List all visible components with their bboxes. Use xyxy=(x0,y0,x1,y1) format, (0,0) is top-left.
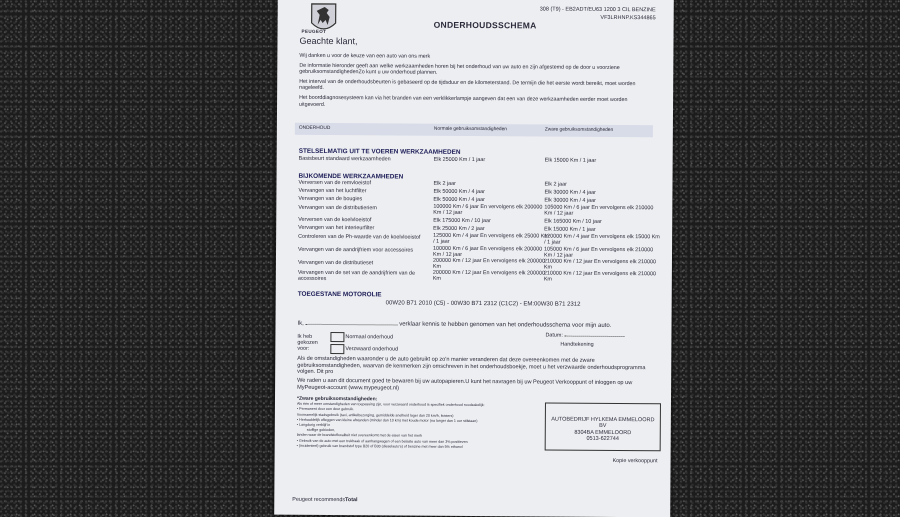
stamp-line: BV xyxy=(599,423,607,430)
name-field[interactable] xyxy=(306,324,398,326)
intro-text xyxy=(299,53,653,114)
task-cell: Vervangen van het interieurfilter xyxy=(298,224,375,232)
normal-cell: Elk 50000 Km / 4 jaar xyxy=(433,188,486,196)
footnote-heading: *Zware gebruiksomstandigheden: xyxy=(296,395,378,403)
footnote-line: • Gebruik van de auto met een trekhaak of aanhangwagen of een belaste auto van meer dan 3% positieven xyxy=(296,438,468,444)
task-cell: Verversen van de remvloeistof xyxy=(298,179,372,187)
stamp-line: 0513-622744 xyxy=(586,436,619,443)
task-cell: Vervangen van de aandrijfriem voor accessoires xyxy=(298,246,414,254)
header-maintenance: ONDERHOUD xyxy=(298,125,331,131)
declaration-text: verklaar kennis te hebben genomen van het onderhoudsschema voor mijn auto. xyxy=(399,321,612,329)
heavy-cell: Elk 165000 Km / 10 jaar xyxy=(544,218,602,225)
task-cell: Vervangen van de distributieriem xyxy=(298,204,377,212)
heavy-conditions-footnote xyxy=(297,397,547,451)
vehicle-info xyxy=(540,5,656,22)
intro-paragraph: Wij danken u voor de keuze van een auto van ons merk xyxy=(299,52,431,60)
section-title-oil: TOEGESTANE MOTOROLIE xyxy=(297,290,382,299)
heavy-cell: Elk 15000 Km / 1 jaar xyxy=(544,226,596,233)
recommends-text: Peugeot recommends xyxy=(292,496,346,504)
heavy-cell: 210000 Km / 12 jaar En vervolgens elk 210000 Km xyxy=(543,258,657,271)
task-cell: Vervangen van de set van de aandrijfriem van de accessoires xyxy=(297,269,416,282)
heavy-cell: Elk 15000 Km / 1 jaar xyxy=(544,157,597,164)
section-title-systematic: STELSELMATIG UIT TE VOEREN WERKZAAMHEDEN xyxy=(298,147,461,156)
task-cell: Basisbeurt standaard werkzaamheden xyxy=(298,155,391,163)
normal-cell: 100000 Km / 6 jaar En vervolgens elk 200000 Km / 12 jaar xyxy=(433,203,543,216)
footnote-line: • Permanent door een deur gebruik. xyxy=(296,407,354,412)
normal-cell: 100000 Km / 6 jaar En vervolgens elk 200000 Km / 12 jaar xyxy=(432,245,543,258)
task-cell: Verversen van de koelvloeistof xyxy=(298,216,372,224)
choice-label: Ik heb gekozen voor: xyxy=(297,333,318,352)
heavy-maintenance-label: Verzwaard onderhoud xyxy=(345,346,399,353)
footnote-line: • Langdurig verblijf in xyxy=(296,422,331,428)
bottom-recommendation xyxy=(292,497,357,503)
conditions-paragraph: Als de omstandigheden waaronder u de auto gebruikt op zo'n manier veranderen dat deze overeenkomen met de zware gebruiksomstandigheden, waarvan de kenmerken zijn omschreven in het onderhoudsboekje, moet u het verzwaarde onderhoudsprogramma volgen. Dit pro xyxy=(297,355,646,376)
stamp-line: 8304BA EMMELOORD xyxy=(574,429,632,436)
normal-cell: 125000 Km / 4 jaar En vervolgens elk 25000 Km / 1 jaar xyxy=(433,232,549,245)
heavy-cell: 105000 Km / 6 jaar En vervolgens elk 210000 Km / 12 jaar xyxy=(543,246,654,259)
date-label: Datum: xyxy=(545,332,563,339)
footnote-line: stoffige gebieden, xyxy=(306,428,336,433)
normal-cell: Elk 50000 Km / 4 jaar xyxy=(433,196,485,204)
normal-cell: Elk 25000 Km / 2 jaar xyxy=(433,225,485,233)
normal-cell: 200000 Km / 12 jaar En vervolgens elk 200000 Km xyxy=(432,257,546,270)
heavy-cell: Elk 2 jaar xyxy=(544,181,568,188)
heavy-maintenance-checkbox[interactable] xyxy=(330,344,344,354)
vehicle-vin: VF3LRHNP.KS344865 xyxy=(600,14,656,22)
normal-cell: Elk 25000 Km / 1 jaar xyxy=(433,156,486,164)
heavy-cell: Elk 30000 Km / 4 jaar xyxy=(544,197,596,204)
section-title-additional: BIJKOMENDE WERKZAAMHEDEN xyxy=(298,172,404,181)
date-input[interactable] xyxy=(564,336,624,337)
brand-name: PEUGEOT xyxy=(301,28,327,34)
ik-label: Ik, xyxy=(297,320,304,327)
intro-paragraph: Het boorddiagnosesysteem kan via het branden van een verklikkerlampje aangeven dat een van deze werkzaamheden eerder moet worden uitgevoerd. xyxy=(299,94,628,108)
declaration-line xyxy=(298,321,612,329)
heavy-cell: Elk 30000 Km / 4 jaar xyxy=(544,189,597,196)
date-field xyxy=(545,333,624,340)
stamp-caption: Kopie verkooppunt xyxy=(612,457,658,465)
document-title: ONDERHOUDSSCHEMA xyxy=(433,19,537,31)
normal-cell: Elk 2 jaar xyxy=(433,180,457,187)
stamp-line: AUTOBEDRIJF HYLKEMA EMMELOORD xyxy=(551,416,655,424)
footnote-line: Als één of meer omstandigheden van toepassing zijn, voor verzwaard onderhoud is specifiek onderhoud noodzakelijk: xyxy=(296,401,485,408)
table-header xyxy=(295,123,653,137)
greeting: Geachte klant, xyxy=(299,35,358,47)
footnote-line: landen waar de brandstofkwaliteit niet overeenkomt met de eisen van het merk xyxy=(296,433,423,439)
dealer-stamp xyxy=(545,402,661,451)
task-cell: Vervangen van de distributieset xyxy=(297,259,374,267)
heavy-cell: 105000 Km / 6 jaar En vervolgens elk 210000 Km / 12 jaar xyxy=(544,204,654,217)
signature-label: Handtekening xyxy=(560,341,594,348)
task-cell: Vervangen van het luchtfilter xyxy=(298,187,367,195)
total-brand: Total xyxy=(345,497,358,504)
normal-maintenance-checkbox[interactable] xyxy=(330,332,344,342)
intro-paragraph: De informatie hieronder geeft aan welke werkzaamheden horen bij het onderhoud van uw auto en zijn afgestemd op de door u voorziene gebruiksomstandighedenZo kunt u uw onderhoud plannen. xyxy=(299,62,620,76)
task-cell: Vervangen van de bougies xyxy=(298,195,363,203)
heavy-cell: 210000 Km / 12 jaar En vervolgens elk 210000 Km xyxy=(543,270,656,283)
maintenance-document xyxy=(274,0,674,517)
storage-advice-paragraph: We raden u aan dit document goed te bewaren bij uw autopapieren.U kunt het navragen bij uw Peugeot Verkooppunt of inloggen op uw MyPeugeot-account (www.mypeugeot.nl) xyxy=(297,377,633,392)
footnote-line: • Herhaaldelijk afleggen van kleine afstanden (minder dan 10 km) met koude motor (na langer dan 1 uur stilstaan) xyxy=(296,417,478,423)
vehicle-model: 308 (T9) - EB2ADT/EU63 1200 3 CIL BENZINE xyxy=(539,6,656,14)
normal-cell: 200000 Km / 12 jaar En vervolgens elk 200000 Km xyxy=(432,269,545,282)
oil-specification: 00W20 B71 2010 (C5) - 00W30 B71 2312 (C1C2) - EM:00W30 B71 2312 xyxy=(385,300,581,308)
header-heavy: Zware gebruiksomstandigheden xyxy=(544,127,614,133)
task-cell: Controleren van de Ph-waarde van de koelvloeistof xyxy=(298,233,421,241)
footnote-line: • (incidenteel) gebruik van brandstof type B20 of B30 (dieselauto's) of benzine met meer dan 5% ethanol xyxy=(296,443,463,449)
normal-cell: Elk 175000 Km / 10 jaar xyxy=(433,217,491,225)
intro-paragraph: Het interval van de onderhoudsbeurten is gebaseerd op de tijdsduur en de kilometerstand. De termijn die het eerste wordt bereikt, moet worden nageleefd. xyxy=(299,78,636,92)
footnote-line: Voornamelijk stadsgebruik (taxi, artikelbezorging, gemiddelde snelheid lager dan 20 km/h, leasers) xyxy=(296,412,454,418)
header-normal: Normale gebruiksomstandigheden xyxy=(433,126,507,133)
normal-maintenance-label: Normaal onderhoud xyxy=(345,334,394,341)
heavy-cell: 120000 Km / 4 jaar En vervolgens elk 15000 Km / 1 jaar xyxy=(544,233,660,246)
